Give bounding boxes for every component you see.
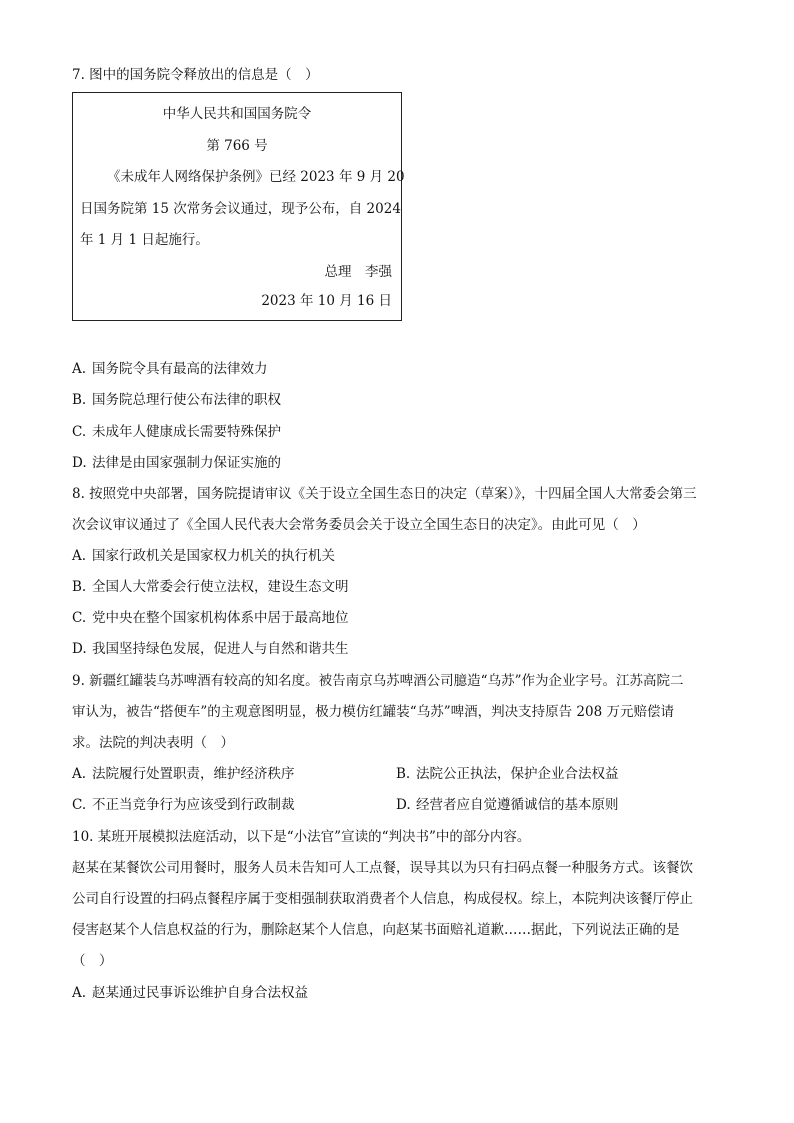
- decree-date: 2023 年 10 月 16 日: [261, 293, 392, 309]
- decree-body-line3: 年 1 月 1 日起施行。: [80, 232, 209, 248]
- option-label: D.: [396, 797, 411, 813]
- option-text: 赵某通过民事诉讼维护自身合法权益: [92, 985, 308, 1001]
- option-text: 国务院令具有最高的法律效力: [92, 361, 268, 377]
- option-label: D.: [72, 455, 87, 471]
- decree-box: [72, 92, 405, 321]
- question-10-stem: 10. 某班开展模拟法庭活动，以下是“小法官”宣读的“判决书”中的部分内容。: [72, 829, 531, 845]
- question-9-stem-line1: 9. 新疆红罐装乌苏啤酒有较高的知名度。被告南京乌苏啤酒公司臆造“乌苏”作为企业字号。江苏高院二: [72, 673, 684, 689]
- question-7-option-d[interactable]: [72, 454, 281, 472]
- option-label: A.: [72, 361, 87, 377]
- question-8-option-c[interactable]: [72, 609, 349, 627]
- question-9-option-b[interactable]: [396, 765, 619, 783]
- option-label: A.: [72, 985, 87, 1001]
- question-10-body-line2: 公司自行设置的扫码点餐程序属于变相强制获取消费者个人信息，构成侵权。综上，本院判决该餐厅停止: [72, 891, 693, 907]
- option-label: B.: [72, 392, 87, 408]
- option-text: 党中央在整个国家机构体系中居于最高地位: [92, 610, 349, 626]
- question-9-stem-line2: 审认为，被告“搭便车”的主观意图明显，极力模仿红罐装“乌苏”啤酒，判决支持原告 208 万元赔偿请: [72, 704, 674, 720]
- option-text: 法院履行处置职责，维护经济秩序: [92, 766, 295, 782]
- question-7-option-c[interactable]: [72, 423, 281, 441]
- question-9-option-c[interactable]: [72, 796, 295, 814]
- option-label: B.: [396, 766, 411, 782]
- decree-body-line1: 《未成年人网络保护条例》已经 2023 年 9 月 20: [107, 169, 405, 185]
- question-7-stem: 7. 图中的国务院令释放出的信息是（ ）: [72, 67, 319, 83]
- question-9-option-d[interactable]: [396, 796, 619, 814]
- option-text: 全国人大常委会行使立法权，建设生态文明: [92, 579, 349, 595]
- question-10-body-line3: 侵害赵某个人信息权益的行为，删除赵某个人信息，向赵某书面赔礼道歉……据此，下列说法正确的是: [72, 922, 680, 938]
- question-9-option-a[interactable]: [72, 765, 295, 783]
- question-8-stem-line2: 次会议审议通过了《全国人民代表大会常务委员会关于设立全国生态日的决定》。由此可见（ ）: [72, 517, 646, 533]
- option-text: 不正当竞争行为应该受到行政制裁: [92, 797, 295, 813]
- option-label: D.: [72, 641, 87, 657]
- decree-number: 第 766 号: [206, 138, 268, 154]
- question-8-option-b[interactable]: [72, 578, 349, 596]
- question-10-body-line4: （ ）: [72, 953, 113, 969]
- question-8-option-a[interactable]: [72, 547, 335, 565]
- decree-body-line2: 日国务院第 15 次常务会议通过，现予公布，自 2024: [80, 201, 401, 217]
- option-text: 未成年人健康成长需要特殊保护: [92, 424, 281, 440]
- decree-title: 中华人民共和国国务院令: [162, 106, 312, 122]
- option-text: 法律是由国家强制力保证实施的: [92, 455, 281, 471]
- option-label: B.: [72, 579, 87, 595]
- question-7-option-b[interactable]: [72, 391, 281, 409]
- question-8-stem-line1: 8. 按照党中央部署，国务院提请审议《关于设立全国生态日的决定（草案）》，十四届全国人大常委会第三: [72, 486, 697, 502]
- option-text: 经营者应自觉遵循诚信的基本原则: [416, 797, 619, 813]
- option-label: C.: [72, 424, 87, 440]
- option-label: C.: [72, 797, 87, 813]
- option-label: C.: [72, 610, 87, 626]
- option-text: 法院公正执法，保护企业合法权益: [416, 766, 619, 782]
- question-10-option-a[interactable]: [72, 984, 308, 1002]
- question-8-option-d[interactable]: [72, 640, 349, 658]
- option-label: A.: [72, 548, 87, 564]
- question-7-option-a[interactable]: [72, 360, 268, 378]
- question-10-body-line1: 赵某在某餐饮公司用餐时，服务人员未告知可人工点餐，误导其以为只有扫码点餐一种服务方式。该餐饮: [72, 860, 693, 876]
- question-9-stem-line3: 求。法院的判决表明（ ）: [72, 735, 234, 751]
- option-text: 我国坚持绿色发展，促进人与自然和谐共生: [92, 641, 349, 657]
- option-text: 国家行政机关是国家权力机关的执行机关: [92, 548, 335, 564]
- option-label: A.: [72, 766, 87, 782]
- decree-signer: 总理 李强: [324, 264, 392, 280]
- option-text: 国务院总理行使公布法律的职权: [92, 392, 281, 408]
